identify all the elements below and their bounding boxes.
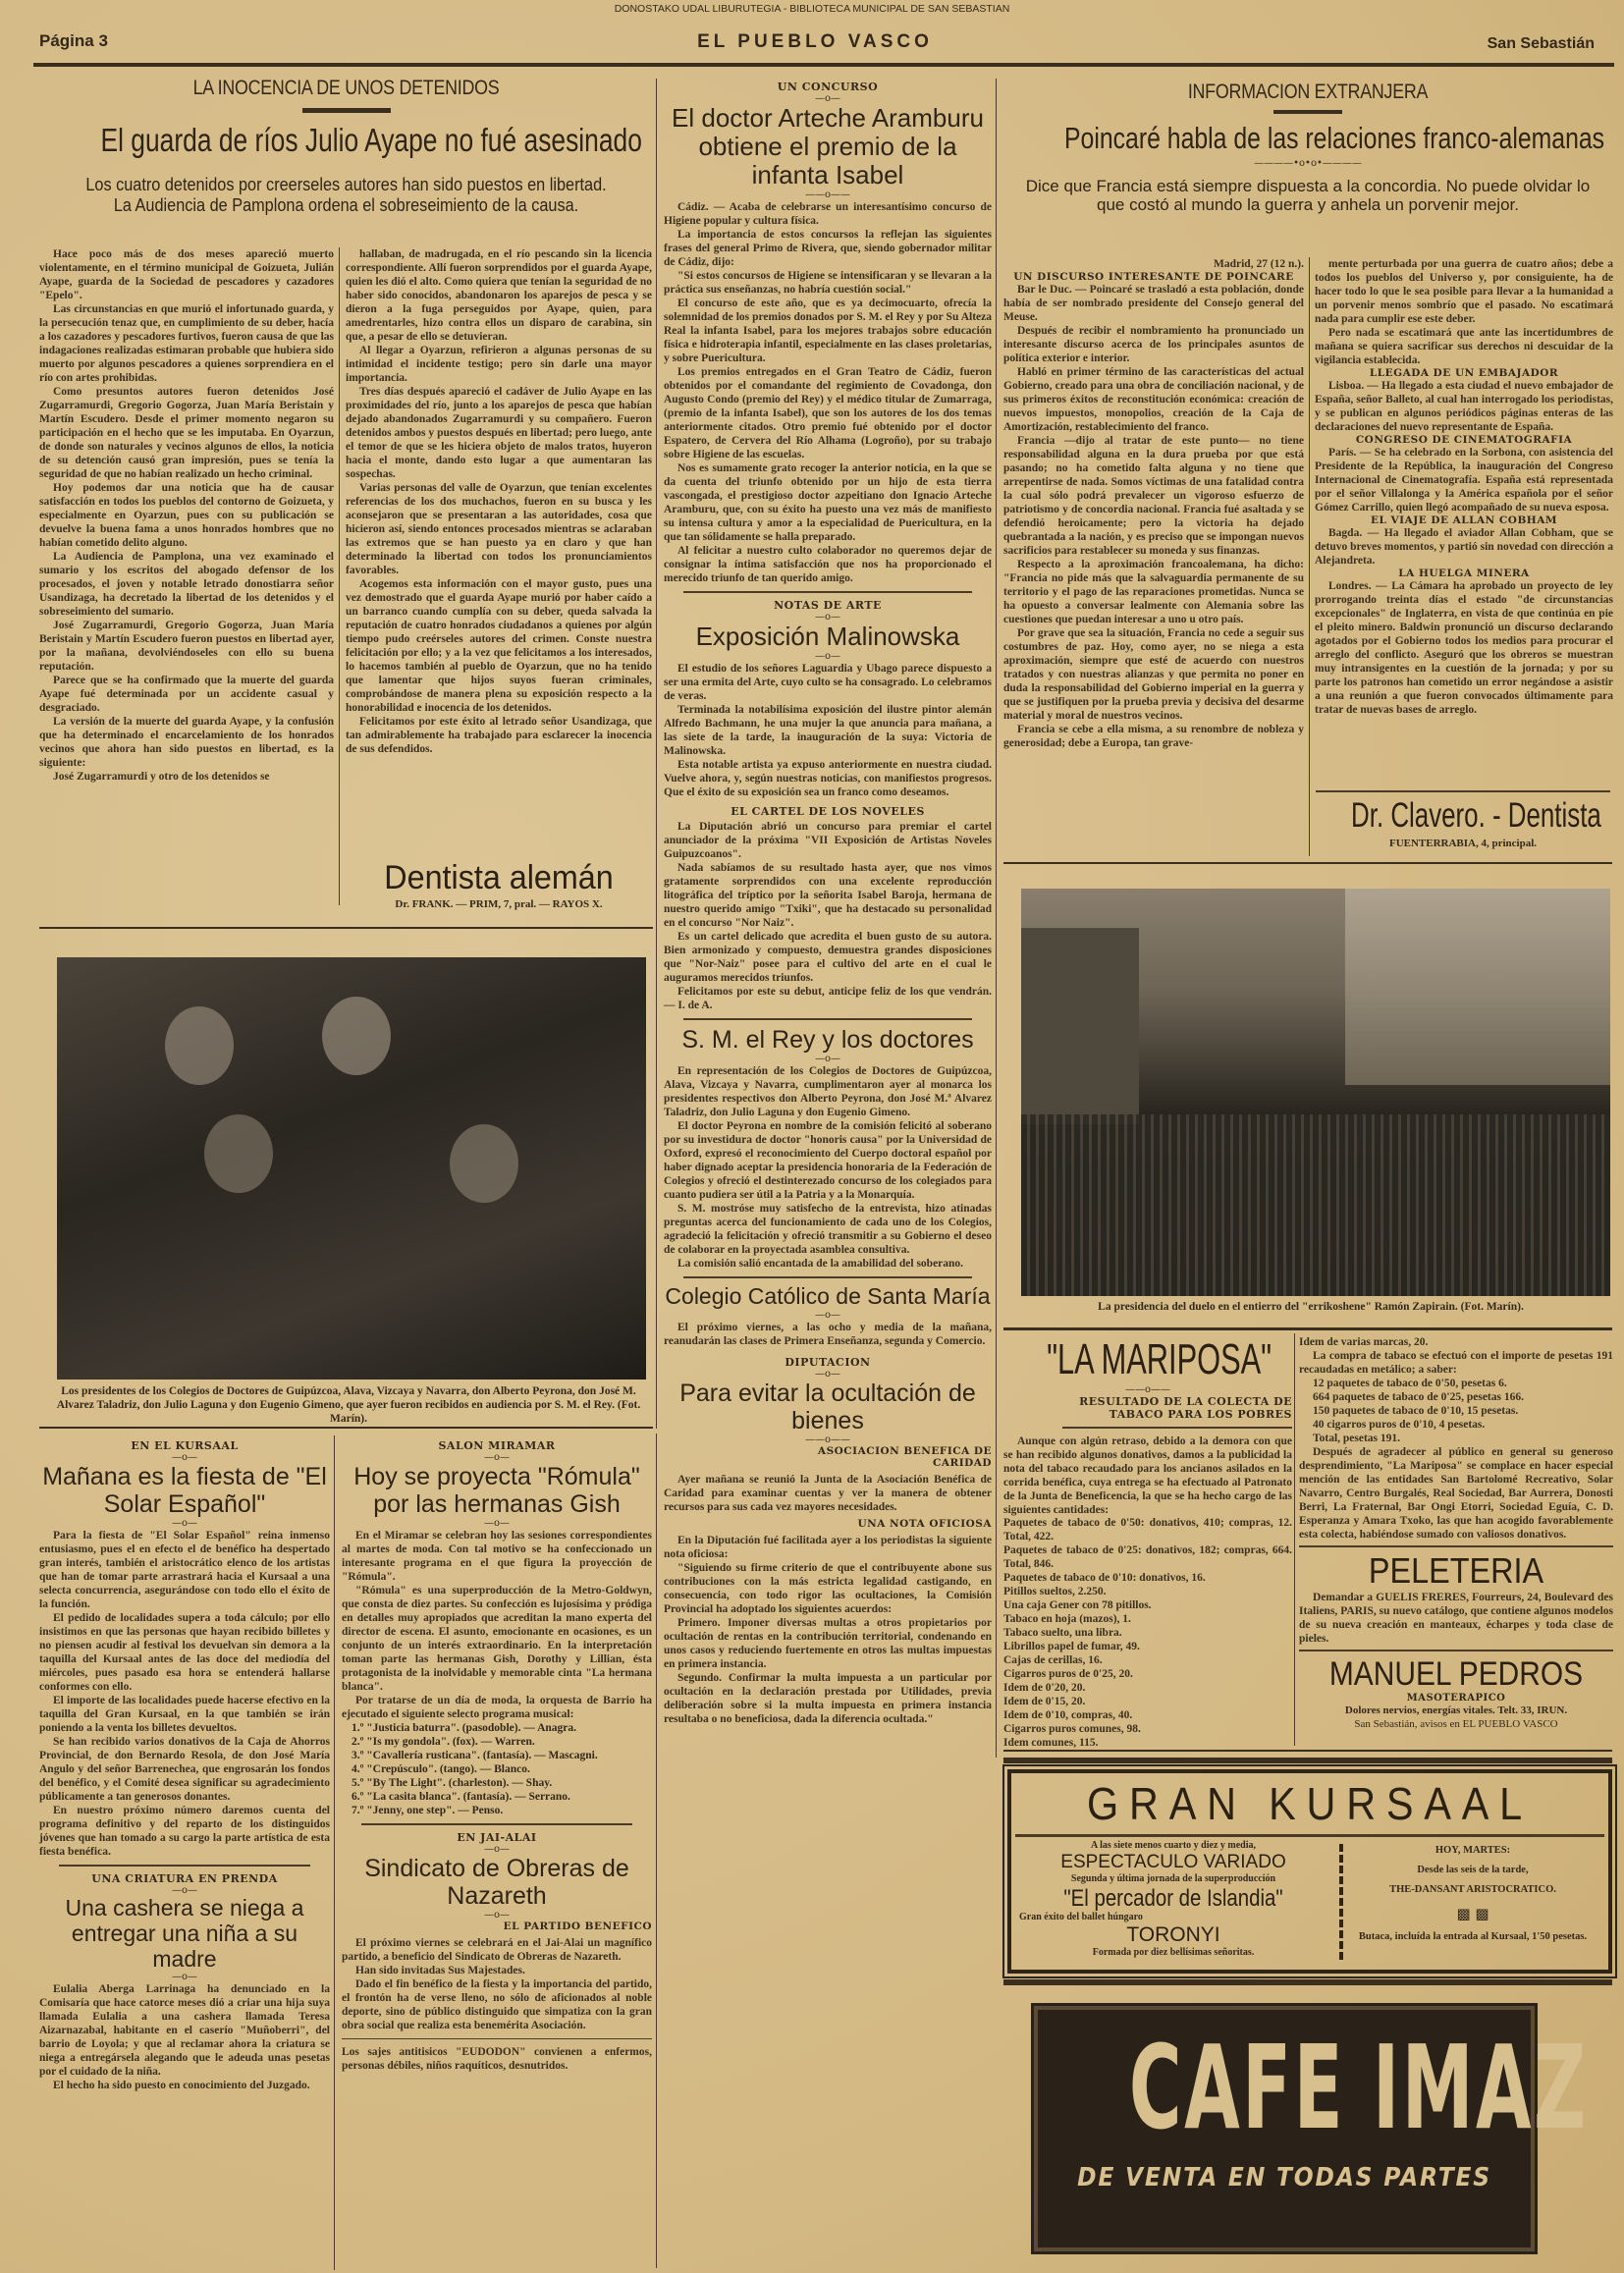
dentista-aleman-ad <box>346 858 652 911</box>
ad-rule <box>1015 1834 1604 1837</box>
mariposa-article-continued <box>1299 1335 1613 1542</box>
paragraph: Después de recibir el nombramiento ha pronunciado un interesante discurso acerca de los principales asuntos de política exterior e interior. <box>1003 325 1304 364</box>
bottom-left-column <box>39 1439 330 2268</box>
heading-bar <box>1273 110 1342 114</box>
paragraph: Lisboa. — Ha llegado a esta ciudad el nuevo embajador de España, señor Balleto, al cual han interrogado los periodistas, y se publican en algunos periódicos páginas enteras de las declaraciones del nuevo representante de España. <box>1315 380 1613 433</box>
paragraph: La Audiencia de Pamplona, una vez examinado el sumario y los escritos del abogado defensor de los procesados, el joven y notable letrado donostiarra señor Usandizaga, ha decretado la libertad de los detenidos y el sobreseimiento del sumario. <box>39 551 334 618</box>
news-title: LA HUELGA MINERA <box>1398 568 1530 579</box>
article-body <box>342 1529 652 1721</box>
city-label: San Sebastián <box>1487 35 1595 52</box>
section-heading: INFORMACION EXTRANJERA <box>1187 81 1429 103</box>
section-rule <box>683 1276 972 1278</box>
paragraph: El concurso de este año, que es ya decimocuarto, ofrecía la solemnidad de los premios donados por S. M. el Rey y por Su Alteza Real la infanta Isabel, para los mejores trabajos sobre educación física e hidroterapia infantil, especialmente en las clases proletarias, y sobre Puericultura. <box>664 298 992 365</box>
paragraph: Al llegar a Oyarzun, refirieron a algunas personas de su intimidad el incidente testigo; pero sin darle una mayor importancia. <box>346 345 652 384</box>
program-item: 3.º "Cavallería rusticana". (fantasía). — Mascagni. <box>352 1750 598 1761</box>
paragraph: Parece que se ha confirmado que la muerte del guarda Ayape fué determinada por un accidente casual y desgraciado. <box>39 675 334 714</box>
list-item: Una caja Gener con 78 pitillos. <box>1003 1598 1152 1611</box>
column-divider <box>1294 1333 1295 1746</box>
ticket-price: Butaca, incluída la entrada al Kursaal, 1'50 pesetas. <box>1358 1931 1588 1942</box>
paragraph: Nos es sumamente grato recoger la anterior noticia, en la que se da cuenta del triunfo obtenido por un hijo de esta tierra vascongada, el prestigioso doctor azpeitiano don Ignacio Arteche Aramburu, que, con su éxito ha puesto una vez más de manifiesto su intensa cultura y amor a la especialidad de Puericultura, en la que tan sólidamente se halla preparado. <box>664 462 992 544</box>
ad-title: Dentista alemán <box>384 859 614 896</box>
article-body <box>39 1982 330 2092</box>
photo-caption: La presidencia del duelo en el entierro del "errikoshene" Ramón Zapirain. (Fot. Marín). <box>1098 1301 1524 1313</box>
paragraph: Francia —dijo al tratar de este punto— no tiene responsabilidad alguna en la dura prueba por que está pasando; no ha cometido falta alguna y no tiene que arrepentirse de nada. Somos víctimas de una fatalidad contra la cual sólo podrá prevalecer un vigoroso esfuerzo de patriotismo y de concordia nacional. Francia fué asaltada y se defendió heroicamente; pero la victoria ha dejado quebrantada a la nación, y es preciso que se impongan nuevos sacrificios para restablecer su moneda y sus finanzas. <box>1003 435 1304 557</box>
list-item: Idem de 0'20, 20. <box>1003 1681 1086 1694</box>
headline: S. M. el Rey y los doctores <box>681 1026 974 1055</box>
section-rule <box>342 2038 652 2039</box>
paragraph: En el Miramar se celebran hoy las sesiones correspondientes al martes de moda. Con tal motivo se ha confeccionado un interesante programa en el que figura la proyección de "Rómula". <box>342 1530 652 1583</box>
closing-notice: Los sajes antitisicos "EUDODON" convienen a enfermos, personas débiles, niños raquíticos, desnutridos. <box>342 2046 652 2072</box>
article-body <box>664 200 992 585</box>
paragraph: Aunque con algún retraso, debido a la demora con que se han recibido algunos donativos, damos a la publicidad la nota del tabaco recaudado para los ancianos asilados en la corrida benéfica, cuya entrega se ha efectuado al Patronato de la Junta de Beneficencia, la que se ha hecho cargo de las siguientes cantidades: <box>1003 1435 1292 1516</box>
day-label: HOY, MARTES: <box>1435 1845 1511 1856</box>
event-time: Desde las seis de la tarde, <box>1417 1865 1529 1875</box>
clavero-ad <box>1312 795 1614 850</box>
section-rule <box>361 1823 632 1825</box>
ornament: —o— <box>814 93 841 104</box>
ornament: —o— <box>483 1518 511 1529</box>
subhead: La Audiencia de Pamplona ordena el sobreseimiento de la causa. <box>113 193 579 215</box>
paragraph: Londres. — La Cámara ha aprobado un proyecto de ley prorrogando treinta días el estado "de circunstancias excepcionales" de Inglaterra, en vista de que continúa en pie el pleito minero. Baldwin pronunció un discurso declarando agotados por el Gobierno todos los medios para procurar el arreglo del conflicto. Aseguró que los obreros se muestran muy intransigentes en la cuestión de la jornada; y por su parte los patronos han cometido un error negándose a asistir a una reunión a que fueron convocados últimamente para tratar de nuevas bases de arreglo. <box>1315 580 1613 716</box>
news-text <box>1315 526 1613 568</box>
list-item: Librillos papel de fumar, 49. <box>1003 1640 1140 1652</box>
ad-title: CAFE IMAZ <box>1128 2020 1589 2155</box>
ad-tagline: DE VENTA EN TODAS PARTES <box>1077 2163 1491 2192</box>
ad-address: FUENTERRABIA, 4, principal. <box>1388 838 1538 849</box>
paragraph: mente perturbada por una guerra de cuatro años; debe a todos los pueblos del Universo y, por consiguiente, ha de hacer todo lo que le sea posible para llevar a la humanidad a un porvenir menos sombrío que el pasado. No escatimará nada para cumplir ese este deber. <box>1315 258 1613 325</box>
paragraph: Acogemos esta información con el mayor gusto, pues una vez demostrado que el guarda Ayape murió por haber caído a un barranco cuando cumplía con su deber, queda salvada la reputación de cuatro honrados ciudadanos a quienes por algún tiempo pudo creérseles autores del crimen. Conste nuestra felicitación por ello; y a la vez que felicitamos a los interesados, lo hacemos también al pueblo de Oyarzun, que no ha tenido que lamentar que hijos suyos fueran criminales, comprobándose de manera plena su exposición respecto a la honorabilidad e inocencia de los detenidos. <box>346 578 652 714</box>
section-rule <box>1299 1545 1613 1547</box>
donation-list <box>1003 1516 1292 1749</box>
program-item: 1.º "Justicia baturra". (pasodoble). — Anagra. <box>352 1722 577 1734</box>
trees-image <box>1021 928 1139 1124</box>
news-title: LLEGADA DE UN EMBAJADOR <box>1369 367 1559 379</box>
paragraph: Por tratarse de un día de moda, la orquesta de Barrio ha ejecutado el siguiente selecto programa musical: <box>342 1695 652 1720</box>
paragraph: Total, pesetas 191. <box>1313 1433 1401 1444</box>
poincare-body-right <box>1315 257 1613 785</box>
ornament: —o— <box>814 1054 841 1065</box>
section-rule <box>1003 862 1612 864</box>
headline: Hoy se proyecta "Rómula" por las hermanas Gish <box>353 1463 640 1518</box>
paragraph: "Rómula" es una superproducción de la Metro-Goldwyn, que consta de diez partes. Su confección es lujosísima y pródiga en detalles muy apropiados que acreditan la mano experta del director de escena. El asunto, emocionante en ocasiones, es un conjunto de un interés extraordinario. En la interpretación toman parte las hermanas Gish, Dorothy y Lillian, ésta protagonista de la inolvidable y memorable cinta "La hermana blanca". <box>342 1585 652 1693</box>
paragraph: Felicitamos por este su debut, anticipe feliz de los que vendrán. — I. de A. <box>664 986 992 1012</box>
program-item: 6.º "La casita blanca". (fantasía). — Serrano. <box>352 1791 570 1803</box>
section-rule <box>1003 1327 1612 1330</box>
success-note: Gran éxito del ballet húngaro <box>1019 1912 1143 1922</box>
article-body <box>342 1936 652 2032</box>
peleteria-ad-title: PELETERIA <box>1368 1550 1544 1591</box>
gran-kursaal-ad <box>1007 1769 1612 1974</box>
ornament: —o— <box>814 1369 841 1380</box>
ornament: ——o—— <box>804 189 851 201</box>
paragraph: Segundo. Confirmar la multa impuesta a un particular por ocultación en la declaración prestada por Utilidades, previa deliberación sobre si la multa impuesta en primera instancia resultaba o no beneficiosa, dada la diferencia ocultada." <box>664 1672 992 1726</box>
headline: Exposición Malinowska <box>695 622 960 652</box>
film-title: "El percador de Islandia" <box>1063 1885 1283 1912</box>
paragraph: París. — Se ha celebrado en la Sorbona, con asistencia del Presidente de la República, la inauguración del Congreso Internacional de Cinematografía. España está representada por el señor Villalonga y la América española por el señor Gómez Carrillo, quien llegó acompañado de su nueva esposa. <box>1315 447 1613 514</box>
person-figure <box>165 1006 234 1085</box>
troupe-name: TORONYI <box>1126 1923 1220 1946</box>
show-note: Segunda y última jornada de la superproducción <box>1070 1873 1276 1884</box>
ornament: —o— <box>171 1518 198 1529</box>
article-body <box>664 1534 992 1726</box>
pedros-ad-title: MANUEL PEDROS <box>1328 1655 1584 1693</box>
column-divider <box>656 79 657 1429</box>
newspaper-title: EL PUEBLO VASCO <box>697 31 933 52</box>
paragraph: Después de agradecer al público en general su generoso desprendimiento, "La Mariposa" se complace en hacer especial mención de las entidades San Bartolomé Recreativo, Solar Navarro, Centro Burgalés, Real Sociedad, Bar Aurrera, Donosti Berri, La Fraternal, Bar Ongi Etorri, Sociedad Eguía, C. D. Esperanza y Amara Txoko, las que han acogido favorablemente esta colecta, habiéndose sumado con valiosos donativos. <box>1299 1446 1613 1541</box>
section-rule <box>59 1865 310 1867</box>
section-rule <box>683 1018 972 1020</box>
paragraph: En representación de los Colegios de Doctores de Guipúzcoa, Alava, Vizcaya y Navarra, cumplimentaron ayer al monarca los presidentes respectivos don Alberto Peyrona, don José M.ª Alvarez Taladriz, don Julio Laguna y don Eugenio Gimeno. <box>664 1065 992 1119</box>
headline: Una cashera se niega a entregar una niña a su madre <box>65 1895 304 1972</box>
paragraph: Para la fiesta de "El Solar Español" reina inmenso entusiasmo, pues el en efecto el de benéfico ha despertado gran interés, también el aristocrático elenco de los artistas que han de tomar parte arrastrará hacia el Kursaal a una selecta concurrencia, asegurándose con todo ello el éxito de la función. <box>39 1530 330 1610</box>
paragraph: S. M. mostróse muy satisfecho de la entrevista, hizo atinadas preguntas acerca del funcionamiento de cada uno de los Colegios, agradeció la felicitación y ofreció transmitir a su Gobierno el deseo de colaborar en la proyectada asamblea consultiva. <box>664 1203 992 1257</box>
paragraph: Primero. Imponer diversas multas a otros propietarios por ocultación de rentas en la contribución territorial, condenando en unos casos y reduciendo fuertemente en otros las multas impuestas en primera instancia. <box>664 1617 992 1671</box>
paragraph: Por grave que sea la situación, Francia no cede a seguir sus costumbres de paz. Hoy, como ayer, no se niega a esta aproximación, siempre que esté de acuerdo con nuestros tratados y con nuestras alianzas y que permita no poner en duda la responsabilidad del Gobierno imperial en la guerra y que se justifiquen por la prueba previa y decisiva del desarme material y moral de nuestros vecinos. <box>1003 627 1304 722</box>
paragraph: El próximo viernes, a las ocho y media de la mañana, reanudarán las clases de Primera Enseñanza, segunda y Comercio. <box>664 1322 992 1348</box>
ornament: —o— <box>483 1844 511 1855</box>
paragraph: Hoy podemos dar una noticia que ha de causar satisfacción en todos los pueblos del contorno de Goizueta, y especialmente en Oyarzun, pues con su publicación se devuelve la buena fama a unos honrados hombres que no habían cometido delito alguno. <box>39 482 334 549</box>
paragraph: Nada sabíamos de su resultado hasta ayer, que nos vimos gratamente sorprendidos con una excelente reproducción litográfica del tríptico por la señorita Isabel Baroja, hermana de nuestro querido amigo "Txiki", que ha destacado su personalidad en el concurso "Nor Naiz". <box>664 862 992 930</box>
kursaal-left-panel <box>1015 1840 1331 1959</box>
paragraph: Demandar a GUELIS FRERES, Fourreurs, 24, Boulevard des Italiens, PARIS, su nuevo catálogo, que contiene algunos modelos de su nueva creación en manteaux, écharpes y toda clase de pieles. <box>1299 1592 1613 1645</box>
paragraph: El hecho ha sido puesto en conocimiento del Juzgado. <box>53 2080 310 2092</box>
list-item: Idem de varias marcas, 20. <box>1299 1336 1429 1348</box>
paragraph: Han sido invitadas Sus Majestades. <box>355 1965 525 1976</box>
subhead: Dice que Francia está siempre dispuesta a la concordia. No puede olvidar lo que costó al mundo la guerra y anhela un porvenir mejor. <box>1025 176 1591 214</box>
section-rule <box>1316 790 1610 792</box>
paragraph: "Siguiendo su firme criterio de que el contribuyente abone sus contribuciones con la más estricta legalidad castigando, en consecuencia, con todo rigor las ocultaciones, la Comisión Provincial ha adoptado los siguientes acuerdos: <box>664 1562 992 1616</box>
paragraph: Bagda. — Ha llegado el aviador Allan Cobham, que se detuvo breves momentos, y partió sin novedad con dirección a Alejandreta. <box>1315 527 1613 567</box>
paragraph: Ayer mañana se reunió la Junta de la Asociación Benéfica de Caridad para examinar cuentas y ver la manera de obtener recursos para sus cada vez mayores necesidades. <box>664 1474 992 1514</box>
section-rule <box>1003 1750 1612 1752</box>
ornament: —o— <box>814 612 841 623</box>
paragraph: Cádiz. — Acaba de celebrarse un interesantísimo concurso de Higiene popular y cultura física. <box>664 201 992 228</box>
list-item: Cajas de cerillas, 16. <box>1003 1653 1103 1666</box>
article-body <box>664 1321 992 1348</box>
paragraph: 40 cigarros puros de 0'10, 4 pesetas. <box>1313 1419 1486 1431</box>
list-item: Pitillos sueltos, 2.250. <box>1003 1585 1107 1597</box>
list-item: Tabaco suelto, una libra. <box>1003 1626 1122 1639</box>
ayape-body-right <box>346 247 652 852</box>
section-label: DIPUTACION <box>785 1356 871 1370</box>
list-item: Idem comunes, 115. <box>1003 1736 1099 1749</box>
headline: "LA MARIPOSA" <box>1047 1335 1272 1383</box>
section-label: EN JAI-ALAI <box>457 1831 537 1844</box>
mariposa-right-column <box>1299 1335 1613 1746</box>
ornament: —o— <box>814 1310 841 1322</box>
section-label: NOTAS DE ARTE <box>774 599 882 613</box>
paragraph: La Diputación abrió un concurso para premiar el cartel anunciador de la próxima "VII Exposición de Artistas Noveles Guipuzcoanos". <box>664 821 992 861</box>
subsection-label: UN DISCURSO INTERESANTE DE POINCARE <box>1013 271 1294 283</box>
subsection-label: ASOCIACION BENEFICA DE CARIDAD <box>817 1445 992 1470</box>
article-body <box>1003 1434 1292 1516</box>
program-item: 5.º "By The Light". (charleston). — Shay. <box>352 1777 553 1789</box>
doctors-photo <box>57 957 646 1380</box>
pedros-ad-line: Dolores nervios, energías vitales. Telt. 33, IRUN. <box>1344 1705 1568 1716</box>
paragraph: El doctor Peyrona en nombre de la comisión felicitó al soberano por su investidura de doctor "honoris causa" por la Universidad de Oxford, expresó el reconocimiento del Cuerpo doctoral español por haber dignado aceptar la presidencia honoraria de la Federación de Colegios y ofreció el destinterezado concurso de los colegiados para cuanto pudiera ser útil a la Patria y a la Monarquía. <box>664 1120 992 1202</box>
paragraph: Terminada la notabilísima exposición del ilustre pintor alemán Alfredo Bachmann, he una mujer la que anuncia para mañana, a las siete de la tarde, la inauguración de la suya: Victoria de Malinowska. <box>664 704 992 758</box>
paragraph: El próximo viernes se celebrará en el Jai-Alai un magnífico partido, a beneficio del Sindicato de Obreras de Nazareth. <box>342 1937 652 1963</box>
ornament: —o— <box>171 1885 198 1896</box>
ayape-article <box>39 77 653 244</box>
subsection-label: UNA NOTA OFICIOSA <box>857 1518 992 1531</box>
poincare-article <box>1003 81 1612 251</box>
news-text <box>1315 379 1613 434</box>
article-body <box>664 1473 992 1514</box>
photo-caption: Los presidentes de los Colegios de Doctores de Guipúzcoa, Alava, Vizcaya y Navarra, don Alberto Peyrona, don José M. Alvarez Taladriz, don Julio Laguna y don Eugenio Gimeno, que ayer fueron recibidos en audiencia por S. M. el Rey. (Fot. Marín). <box>56 1385 641 1425</box>
section-rule <box>1062 1427 1292 1429</box>
list-item: Idem de 0'10, compras, 40. <box>1003 1708 1133 1721</box>
section-rule <box>1003 1979 1612 1985</box>
ornament-icons: ▩ ▩ <box>1456 1905 1489 1922</box>
bottom-middle-column <box>342 1439 652 2268</box>
paragraph: Al felicitar a nuestro culto colaborador no queremos dejar de consignar la íntima satisfacción que nos ha proporcionado el merecido triunfo de tan querido amigo. <box>664 545 992 585</box>
event-title: THE-DANSANT ARISTOCRATICO. <box>1389 1884 1556 1895</box>
music-program <box>342 1721 652 1817</box>
list-item: Cigarros puros comunes, 98. <box>1003 1722 1141 1735</box>
headline: El doctor Arteche Aramburu obtiene el premio de la infanta Isabel <box>672 103 984 190</box>
headline: Colegio Católico de Santa María <box>665 1283 991 1310</box>
paragraph: La importancia de estos concursos la reflejan las siguientes frases del general Primo de Rivera, que, siendo gobernador militar de Cádiz, dijo: <box>664 229 992 269</box>
list-item: Paquetes de tabaco de 0'25: donativos, 182; compras, 664. Total, 846. <box>1003 1543 1292 1570</box>
page-label: Página 3 <box>39 31 108 50</box>
list-item: Paquetes de tabaco de 0'50: donativos, 410; compras, 12. Total, 422. <box>1003 1516 1292 1542</box>
headline: El guarda de ríos Julio Ayape no fué asesinado <box>100 122 642 158</box>
paragraph: El estudio de los señores Laguardia y Ubago parece dispuesto a ser una ermita del Arte, cuyo culto se ha consagrado. Lo celebramos de veras. <box>664 663 992 703</box>
paragraph: Respecto a la aproximación francoalemana, ha dicho: "Francia no pide más que la salvaguardia permanente de su territorio y el pago de las reparaciones prometidas. Nunca se ha opuesto a conversar lealmente con Alemania sobre las cuestiones que puedan interesar a uno u otro país. <box>1003 559 1304 625</box>
show-time: A las siete menos cuarto y diez y media, <box>1090 1840 1257 1851</box>
center-column <box>664 81 992 2268</box>
dateline: Madrid, 27 (12 n.). <box>1214 258 1304 270</box>
ornament: —o— <box>483 1452 511 1463</box>
headline: Mañana es la fiesta de "El Solar Español" <box>42 1463 327 1518</box>
paragraph: La versión de la muerte del guarda Ayape, y la confusión que ha determinado el encarcelamiento de los honrados vecinos que ahora han sido puestos en libertad, es la siguiente: <box>39 716 334 769</box>
section-rule <box>1003 1758 1612 1763</box>
article-body <box>39 1529 330 1859</box>
ornament: ————•o•o•———— <box>1254 157 1362 169</box>
ad-details: Dr. FRANK. — PRIM, 7, pral. — RAYOS X. <box>395 898 603 910</box>
ornament: —o— <box>814 651 841 663</box>
ornament: —o— <box>483 1910 511 1921</box>
section-label: SALON MIRAMAR <box>438 1439 556 1452</box>
ad-title: Dr. Clavero. - Dentista <box>1351 796 1601 835</box>
paragraph: 150 paquetes de tabaco de 0'10, 15 pesetas. <box>1313 1405 1519 1417</box>
person-figure <box>450 1124 518 1203</box>
paragraph: Como presuntos autores fueron detenidos José Zugarramurdi, Gregorio Gogorza, Juan María Beristain y Martín Escudero. Desde el primer momento negaron su participación en el hecho que se les imputaba. En Oyarzun, de donde son naturales y vecinos algunos de ellos, la noticia de su detención causó gran impresión, pues se tenía la seguridad de que no habían realizado un hecho criminal. <box>39 386 334 480</box>
news-text <box>1315 446 1613 514</box>
section-rule <box>39 927 653 929</box>
column-divider <box>339 247 340 905</box>
paragraph: Varias personas del valle de Oyarzun, que tenían excelentes referencias de los dos muchachos, fueron en su busca y les aconsejaron que se presentaran a las autoridades, cosa que hicieron así, siendo entonces procesados mientras se aclaraban las extremos que se han puesto ya en claro y que han determinado la libertad con todos los pronunciamientos favorables. <box>346 482 652 576</box>
paragraph: José Zugarramurdi, Gregorio Gogorza, Juan María Beristain y Martín Escudero fueron puestos en libertad ayer, por la mañana, devolviéndoseles con ello su buena reputación. <box>39 620 334 673</box>
section-label: EN EL KURSAAL <box>131 1439 239 1452</box>
article-body <box>664 662 992 799</box>
paragraph: Pero nada se escatimará que ante las incertidumbres de mañana se quiera sacrificar sus derechos ni descuidar de la vigilancia establecida. <box>1315 327 1613 366</box>
mariposa-article <box>1003 1335 1292 1749</box>
section-label: UNA CRIATURA EN PRENDA <box>91 1872 278 1885</box>
paragraph: José Zugarramurdi y otro de los detenidos se <box>53 771 270 783</box>
paragraph: Tres días después apareció el cadáver de Julio Ayape en las proximidades del río, junto a los aparejos de pesca que habían dejado abandonados Zugarramurdi y su compañero. Fueron detenidos ambos y puestos después en libertad; pero luego, ante el temor de que se les hiciera objeto de malos tratos, huyeron hacia el monte, dando esto lugar a que aumentaran las sospechas. <box>346 386 652 480</box>
column-divider <box>1309 257 1310 856</box>
ornament: —o— <box>171 1452 198 1463</box>
section-label: UN CONCURSO <box>777 81 879 93</box>
column-divider <box>996 79 997 1758</box>
program-item: 4.º "Crepúsculo". (tango). — Blanco. <box>352 1763 530 1775</box>
paragraph: 664 paquetes de tabaco de 0'25, pesetas 166. <box>1313 1391 1524 1403</box>
person-figure <box>204 1114 273 1193</box>
headline: Para evitar la ocultación de bienes <box>679 1380 976 1435</box>
funeral-procession-photo <box>1021 889 1610 1296</box>
masthead-rule <box>33 63 1614 67</box>
show-title: ESPECTACULO VARIADO <box>1060 1852 1286 1872</box>
paragraph: Francia se cebe a ella misma, a su renombre de nobleza y generosidad; debe a Europa, tan grave- <box>1003 724 1304 749</box>
article-body <box>664 1064 992 1271</box>
program-item: 2.º "Is my gondola". (fox). — Warren. <box>352 1736 535 1748</box>
news-text <box>1315 579 1613 717</box>
paragraph: Las circunstancias en que murió el infortunado guarda, y la persecución tenaz que, en cumplimiento de su deber, hacía a los cazadores y pescadores furtivos, fueron causa de que las indagaciones realizadas estimaran probable que hubiera sido muerto por algunos pescadores a quienes sorprendiera en el río con artes prohibidas. <box>39 303 334 384</box>
paragraph: Esta notable artista ya expuso anteriormente en nuestra ciudad. Vuelve ahora, y, según nuestras noticias, con manifiestos progresos. Que el éxito de su exposición sea un franco como deseamos. <box>664 759 992 799</box>
paragraph: Habló en primer término de las características del actual Gobierno, creado para una obra de conciliación nacional, y de sus primeros éxitos de reconstitución económica: creación de nuevos impuestos, monopolios, creación de la Caja de Amortización, restablecimiento del franco. <box>1003 366 1304 433</box>
paragraph: hallaban, de madrugada, en el río pescando sin la licencia correspondiente. Allí fueron sorprendidos por el guarda Ayape, quien les dió el alto. Como quiera que tenían la seguridad de no haber sido conocidos, abandonaron los aparejos de pesca y se dieron a la fuga perseguidos por Ayape, quien, para amedrentarles, hizo contra ellos un disparo de carabina, sin que, a pesar de ello se detuvieran. <box>346 248 652 343</box>
section-rule <box>1299 1650 1613 1651</box>
building-image <box>1345 889 1610 1085</box>
paragraph: Dado el fin benéfico de la fiesta y la importancia del partido, el frontón ha de verse lleno, no sólo de aficionados al noble deporte, sino de público distinguido que simpatiza con la gran obra social que realiza esta benemérita Asociación. <box>342 1978 652 2031</box>
paragraph: Es un cartel delicado que acredita el buen gusto de su autora. Bien armonizado y compuesto, demuestra grandes disposiciones que "Nor-Naiz" posee para el cultivo del arte en el cual le auguramos merecidos triunfos. <box>664 931 992 985</box>
peleteria-ad-text <box>1299 1591 1613 1646</box>
article-body <box>1315 257 1613 367</box>
paragraph: Bar le Duc. — Poincaré se trasladó a esta población, donde había de ser nombrado presidente del Consejo general del Meuse. <box>1003 284 1304 323</box>
section-heading: LA INOCENCIA DE UNOS DETENIDOS <box>192 77 500 99</box>
paragraph: "Si estos concursos de Higiene se intensificaran y se llevaran a la práctica sus enseñanzas, no habría cuestión social." <box>664 270 992 297</box>
subhead: Los cuatro detenidos por creerseles autores han sido puestos en libertad. <box>85 173 607 194</box>
crowd-image <box>1021 1114 1610 1296</box>
person-figure <box>322 997 391 1075</box>
paragraph: Hace poco más de dos meses apareció muerto violentamente, en el término municipal de Goizueta, Julián Ayape, guarda de la Sociedad de pescadores y cazadores "Epelo". <box>39 248 334 301</box>
subsection-label: EL CARTEL DE LOS NOVELES <box>731 805 925 819</box>
list-item: Tabaco en hoja (mazos), 1. <box>1003 1612 1131 1625</box>
paragraph: El importe de las localidades puede hacerse efectivo en la taquilla del Gran Kursaal, en la que también se irán poniendo a la venta los billetes devueltos. <box>39 1695 330 1734</box>
paragraph: 12 paquetes de tabaco de 0'50, pesetas 6. <box>1313 1378 1507 1389</box>
ad-title: GRAN KURSAAL <box>1087 1778 1533 1829</box>
paragraph: En nuestro próximo número daremos cuenta del programa definitivo y del reparto de los distinguidos jóvenes que han tomado a su cargo la parte artística de esta fiesta benéfica. <box>39 1805 330 1858</box>
list-item: Paquetes de tabaco de 0'10: donativos, 16. <box>1003 1571 1206 1584</box>
paragraph: La compra de tabaco se efectuó con el importe de pesetas 191 recaudadas en metálico; a saber: <box>1299 1350 1613 1376</box>
column-divider <box>656 1434 657 2268</box>
paragraph: Eulalia Aberga Larrinaga ha denunciado en la Comisaría que hace catorce meses dió a criar una hija suya llamada Eulalia a una cashera llamada Teresa Aizarnazabal, habitante en el caserío "Muñoberri", del barrio de Loyola; y que al reclamar ahora la criatura se niega a entregársela alegando que le adeuda unas pesetas por el cuidado de la niña. <box>39 1983 330 2079</box>
headline: Poincaré habla de las relaciones franco-alemanas <box>1064 121 1605 155</box>
program-item: 7.º "Jenny, one step". — Penso. <box>352 1805 504 1816</box>
pedros-ad-line: San Sebastián, avisos en EL PUEBLO VASCO <box>1354 1718 1558 1730</box>
list-item: Cigarros puros de 0'25, 20. <box>1003 1667 1133 1680</box>
ornament: ——o—— <box>1124 1384 1171 1395</box>
subsection-label: EL PARTIDO BENEFICO <box>503 1921 652 1932</box>
ayape-body-left <box>39 247 334 907</box>
troupe-note: Formada por diez bellísimas señoritas. <box>1092 1947 1255 1958</box>
news-title: EL VIAJE DE ALLAN COBHAM <box>1370 514 1558 526</box>
paragraph: Se han recibido varios donativos de la Caja de Ahorros Provincial, de don Bernardo Resola, de don José María Angulo y del señor Barrenechea, que engrosarán los fondos del benéfico, y el Comité desea significar su agradecimiento públicamente a tan generosos donantes. <box>39 1736 330 1803</box>
ornament: —o— <box>171 1972 198 1983</box>
news-title: CONGRESO DE CINEMATOGRAFIA <box>1355 434 1573 446</box>
paragraph: En la Diputación fué facilitada ayer a los periodistas la siguiente nota oficiosa: <box>664 1535 992 1561</box>
paragraph: Los premios entregados en el Gran Teatro de Cádiz, fueron obtenidos por el comandante del regimiento de Covadonga, don Augusto Condo (premio del Rey) y el médico titular de Zumarraga, (premio de la infanta Isabel), que son los autores de los dos temas anteriormente citados. Otro premio fué obtenido por el doctor Espatero, de Cervera del Río Alhama (Logroño), por su trabajo sobre Higiene de las escuelas. <box>664 366 992 461</box>
cafe-imaz-ad <box>1031 2003 1589 2254</box>
section-rule <box>683 591 972 593</box>
article-body <box>664 820 992 1012</box>
subhead: RESULTADO DE LA COLECTA DE TABACO PARA LOS POBRES <box>1079 1395 1292 1421</box>
headline: Sindicato de Obreras de Nazareth <box>364 1855 629 1910</box>
ornamental-divider <box>1339 1844 1343 1960</box>
pedros-ad-subtitle: MASOTERAPICO <box>1406 1693 1506 1704</box>
article-body <box>1003 283 1304 750</box>
library-watermark: DONOSTAKO UDAL LIBURUTEGIA - BIBLIOTECA MUNICIPAL DE SAN SEBASTIAN <box>614 3 1010 15</box>
heading-bar <box>302 108 391 113</box>
paragraph: La comisión salió encantada de la amabilidad del soberano. <box>677 1258 964 1271</box>
paragraph: Felicitamos por este éxito al letrado señor Usandizaga, que tan admirablemente ha trabajado para esclarecer la inocencia de sus defendidos. <box>346 716 652 755</box>
poincare-body-left <box>1003 257 1304 854</box>
ornament: ——o—— <box>804 1434 851 1446</box>
column-divider <box>334 1435 335 2270</box>
kursaal-right-panel <box>1350 1844 1596 1944</box>
paragraph: El pedido de localidades supera a toda cálculo; por ello insistimos en que las personas que hayan recibido billetes y no piensen acudir al festival los devuelvan sin demora a la taquilla del Kursaal antes de las doce del mediodía del miércoles, pues pasado esa hora se entenderá hallarse conformes con ello. <box>39 1612 330 1693</box>
section-rule <box>39 1427 653 1429</box>
list-item: Idem de 0'15, 20. <box>1003 1695 1086 1707</box>
